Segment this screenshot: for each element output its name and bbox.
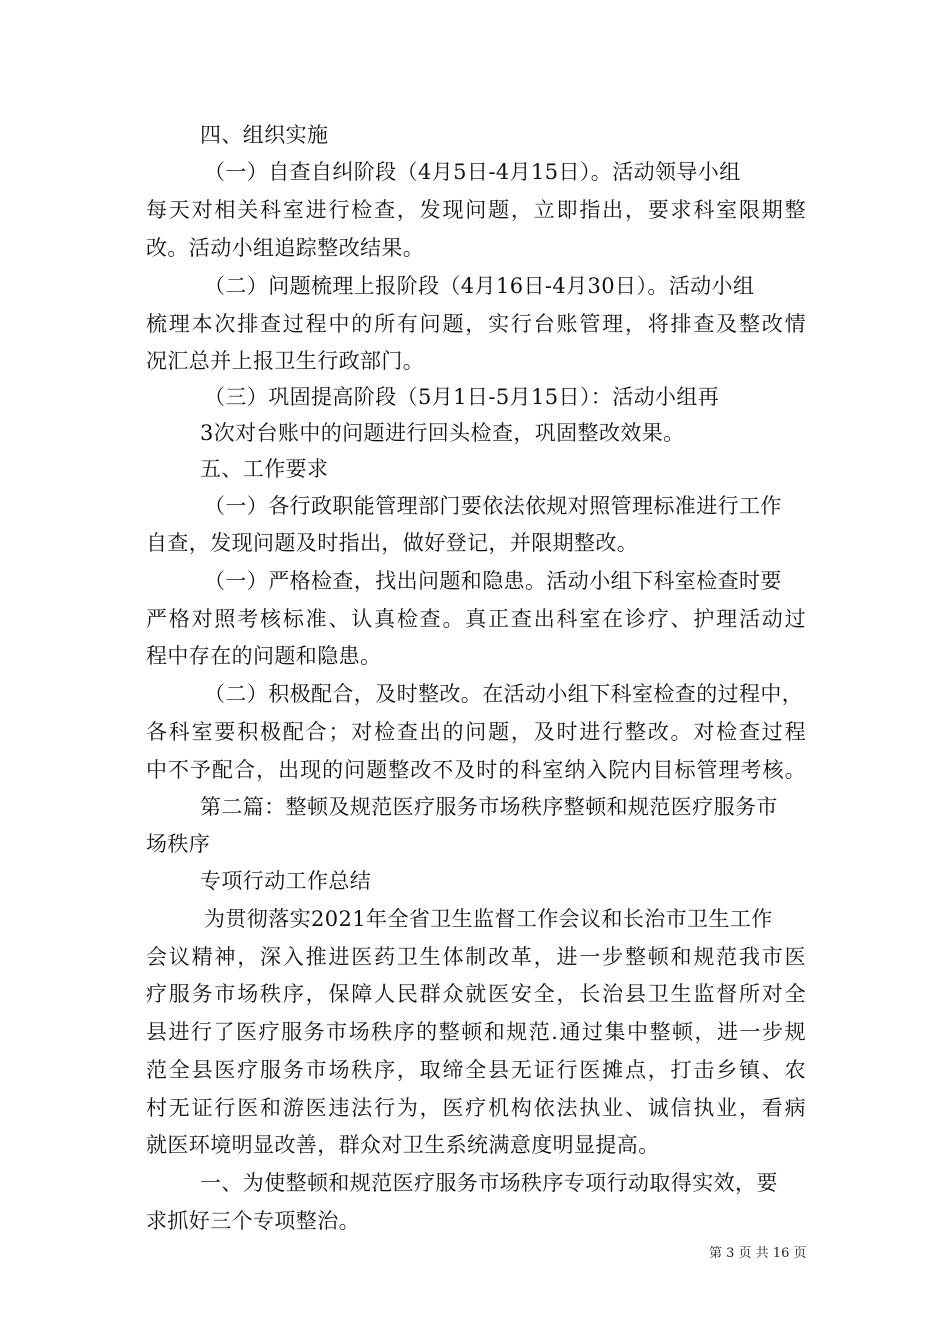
article-subtitle: 专项行动工作总结 — [200, 869, 372, 893]
paragraph-line: 梳理本次排查过程中的所有问题，实行台账管理，将排查及整改情 — [146, 312, 806, 336]
article-title-line: 场秩序 — [146, 832, 211, 856]
page-number: 第 3 页 共 16 页 — [709, 1246, 807, 1261]
paragraph-line: 每天对相关科室进行检查，发现问题，立即指出，要求科室限期整 — [146, 198, 806, 222]
paragraph-line: 村无证行医和游医违法行为，医疗机构依法执业、诚信执业，看病 — [146, 1096, 806, 1120]
paragraph-line: （一）严格检查，找出问题和隐患。活动小组下科室检查时要 — [204, 569, 782, 593]
paragraph-line: 为贯彻落实2021年全省卫生监督工作会议和长治市卫生工作 — [204, 907, 773, 931]
paragraph-line: （二）积极配合，及时整改。在活动小组下科室检查的过程中， — [204, 682, 804, 706]
paragraph-line: （一）自查自纠阶段（4月5日-4月15日）。活动领导小组 — [204, 160, 741, 184]
paragraph-line: 求抓好三个专项整治。 — [146, 1209, 360, 1233]
section-heading: 五、工作要求 — [200, 457, 329, 481]
paragraph-line: 况汇总并上报卫生行政部门。 — [146, 349, 425, 373]
paragraph-line: 范全县医疗服务市场秩序，取缔全县无证行医摊点，打击乡镇、农 — [146, 1058, 806, 1082]
paragraph-line: （三）巩固提高阶段（5月1日-5月15日）：活动小组再 — [204, 385, 720, 409]
paragraph-line: 3次对台账中的问题进行回头检查，巩固整改效果。 — [200, 421, 685, 445]
paragraph-line: 各科室要积极配合；对检查出的问题，及时进行整改。对检查过程 — [146, 720, 806, 744]
paragraph-line: 就医环境明显改善，群众对卫生系统满意度明显提高。 — [146, 1133, 660, 1157]
article-title-line: 第二篇：整顿及规范医疗服务市场秩序整顿和规范医疗服务市 — [200, 795, 778, 819]
paragraph-line: 改。活动小组追踪整改结果。 — [146, 236, 425, 260]
paragraph-line: （二）问题梳理上报阶段（4月16日-4月30日）。活动小组 — [204, 274, 755, 298]
paragraph-line: 一、为使整顿和规范医疗服务市场秩序专项行动取得实效，要 — [200, 1171, 778, 1195]
paragraph-line: 会议精神，深入推进医药卫生体制改革，进一步整顿和规范我市医 — [146, 945, 806, 969]
section-heading: 四、组织实施 — [200, 123, 329, 147]
paragraph-line: 自查，发现问题及时指出，做好登记，并限期整改。 — [146, 531, 639, 555]
paragraph-line: （一）各行政职能管理部门要依法依规对照管理标准进行工作 — [204, 494, 782, 518]
paragraph-line: 程中存在的问题和隐患。 — [146, 644, 382, 668]
paragraph-line: 中不予配合，出现的问题整改不及时的科室纳入院内目标管理考核。 — [146, 758, 806, 782]
paragraph-line: 严格对照考核标准、认真检查。真正查出科室在诊疗、护理活动过 — [146, 607, 806, 631]
paragraph-line: 县进行了医疗服务市场秩序的整顿和规范.通过集中整顿，进一步规 — [146, 1020, 806, 1044]
paragraph-line: 疗服务市场秩序，保障人民群众就医安全，长治县卫生监督所对全 — [146, 982, 806, 1006]
